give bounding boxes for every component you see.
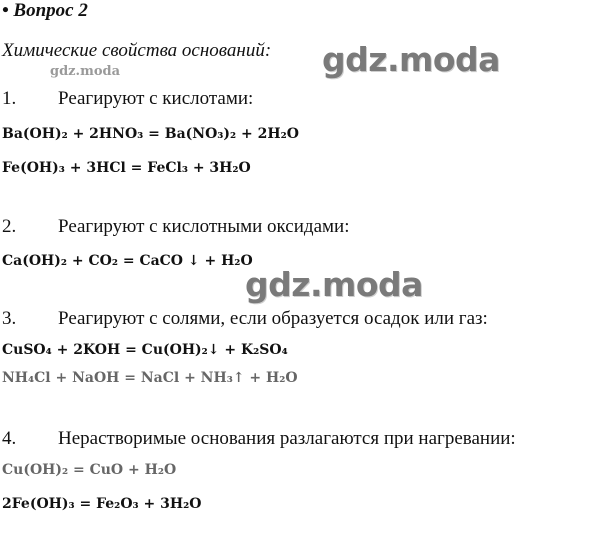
equation-1: Ba(OH)₂ + 2HNO₃ = Ba(NO₃)₂ + 2H₂O: [2, 126, 299, 142]
section-3-heading: [2, 308, 488, 330]
section-text: Нерастворимые основания разлагаются при нагревании:: [58, 428, 516, 449]
equation-3: Ca(OH)₂ + CO₂ = CaCO ↓ + H₂O: [2, 253, 253, 269]
watermark-small: gdz.moda: [50, 64, 121, 79]
section-text: Реагируют с кислотами:: [58, 88, 254, 109]
equation-7: 2Fe(OH)₃ = Fe₂O₃ + 3H₂O: [2, 496, 202, 512]
equation-2: Fe(OH)₃ + 3HCl = FeCl₃ + 3H₂O: [2, 160, 251, 176]
section-text: Реагируют с солями, если образуется осадок или газ:: [58, 308, 488, 329]
subtitle: Химические свойства оснований:: [2, 40, 272, 61]
section-number: 2.: [2, 216, 17, 237]
section-number: 3.: [2, 308, 17, 329]
section-4-heading: [2, 428, 516, 450]
section-number: 1.: [2, 88, 17, 109]
section-1-heading: [2, 88, 253, 110]
question-title: • Вопрос 2: [2, 0, 88, 21]
watermark-logo: gdz.moda: [322, 40, 500, 79]
section-number: 4.: [2, 428, 17, 449]
section-2-heading: [2, 216, 349, 238]
equation-5: NH₄Cl + NaOH = NaCl + NH₃↑ + H₂O: [2, 370, 298, 386]
equation-4: CuSO₄ + 2KOH = Cu(OH)₂↓ + K₂SO₄: [2, 342, 288, 358]
section-text: Реагируют с кислотными оксидами:: [58, 216, 350, 237]
equation-6: Cu(OH)₂ = CuO + H₂O: [2, 462, 177, 478]
watermark-logo-middle: gdz.moda: [245, 265, 423, 304]
